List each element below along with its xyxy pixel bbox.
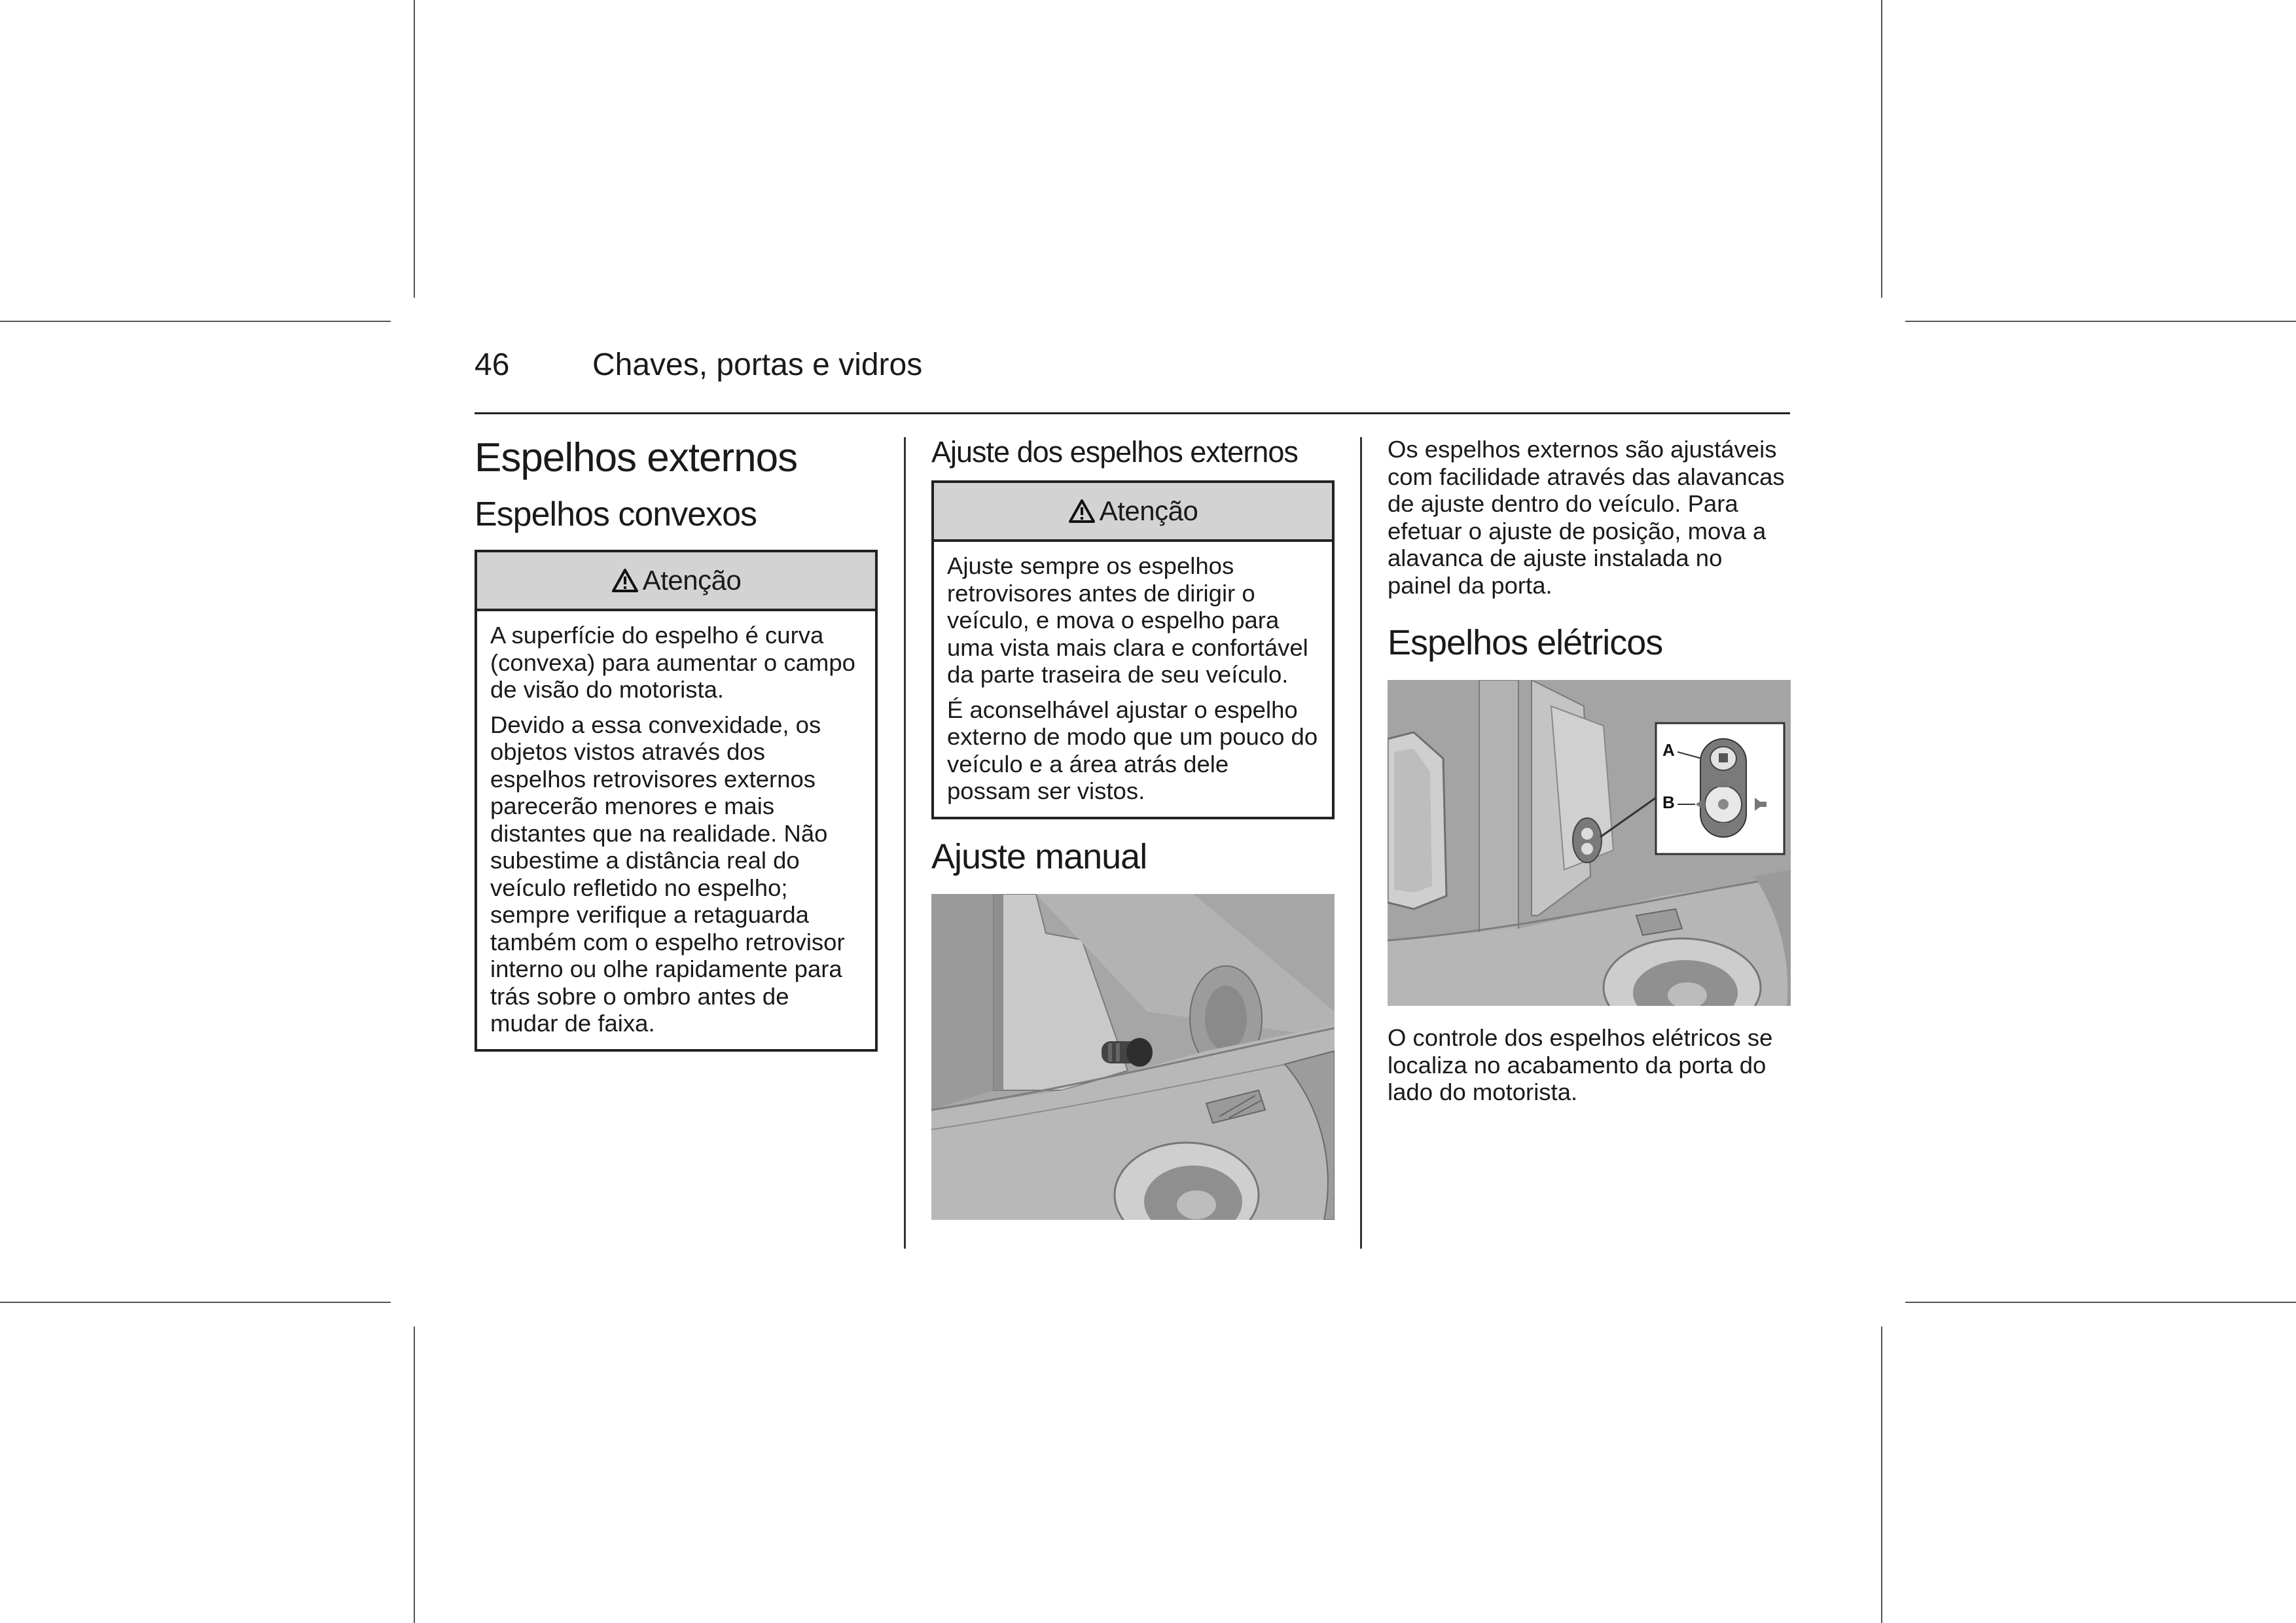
column-3 xyxy=(1388,432,1791,1106)
warning-box xyxy=(475,550,878,1052)
figure-label-a: A xyxy=(1662,740,1675,760)
column-divider-2 xyxy=(1360,437,1362,1249)
subsection-title: Espelhos convexos xyxy=(475,495,757,533)
electric-mirrors-caption: O controle dos espelhos elétricos se localiza no acabamento da porta do lado do motorista. xyxy=(1388,1024,1773,1105)
warning-header xyxy=(477,552,875,611)
page-number: 46 xyxy=(475,348,510,382)
section-title-manual: Ajuste manual xyxy=(931,836,1147,876)
warning-paragraph: Ajuste sempre os espelhos retrovisores antes de dirigir o veículo, e mova o espelho para uma vista mais clara e confortável da parte traseira de seu veículo. xyxy=(947,552,1308,688)
electric-mirror-control-illustration xyxy=(1388,680,1791,1006)
warning-heading: Atenção xyxy=(642,565,742,596)
warning-heading: Atenção xyxy=(1099,495,1198,526)
column-2 xyxy=(931,432,1335,1220)
warning-body xyxy=(477,611,875,1049)
figure-label-b: B xyxy=(1662,793,1675,812)
crop-mark-top-left xyxy=(414,0,415,298)
crop-mark-right-bottom xyxy=(1905,1302,2296,1303)
manual-mirror-adjust-illustration xyxy=(931,894,1335,1220)
warning-triangle-icon xyxy=(611,568,639,593)
section-title: Espelhos externos xyxy=(475,435,798,480)
intro-paragraph: Os espelhos externos são ajustáveis com facilidade através das alavancas de ajuste dentro do veículo. Para efetuar o ajuste de posição, mova a alavanca de ajuste instalada no painel da porta. xyxy=(1388,436,1785,599)
chapter-title: Chaves, portas e vidros xyxy=(592,348,923,382)
crop-mark-right-top xyxy=(1905,321,2296,322)
warning-triangle-icon xyxy=(1068,499,1096,524)
section-title-electric: Espelhos elétricos xyxy=(1388,623,1663,662)
crop-mark-bottom-right xyxy=(1881,1327,1882,1623)
crop-mark-top-right xyxy=(1881,0,1882,298)
warning-paragraph: É aconselhável ajustar o espelho externo de modo que um pouco do veículo e a área atrás dele possam ser vistos. xyxy=(947,696,1318,804)
column-divider-1 xyxy=(904,437,906,1249)
header-rule xyxy=(475,412,1790,414)
warning-box xyxy=(931,480,1335,819)
column-1 xyxy=(475,432,878,1052)
crop-mark-left-bottom xyxy=(0,1302,391,1303)
warning-header xyxy=(934,483,1332,542)
warning-paragraph: A superfície do espelho é curva (convexa) para aumentar o campo de visão do motorista. xyxy=(490,622,855,703)
crop-mark-bottom-left xyxy=(414,1327,415,1623)
warning-paragraph: Devido a essa convexidade, os objetos vistos através dos espelhos retrovisores externos parecerão menores e mais distantes que na realidade. Não subestime a distância real do veículo refletido no espelho; sempre verifique a retaguarda também com o espelho retrovisor interno ou olhe rapidamente para trás sobre o ombro antes de mudar de faixa. xyxy=(490,711,845,1037)
subsection-title: Ajuste dos espelhos externos xyxy=(931,435,1298,469)
warning-body xyxy=(934,542,1332,817)
crop-mark-left-top xyxy=(0,321,391,322)
